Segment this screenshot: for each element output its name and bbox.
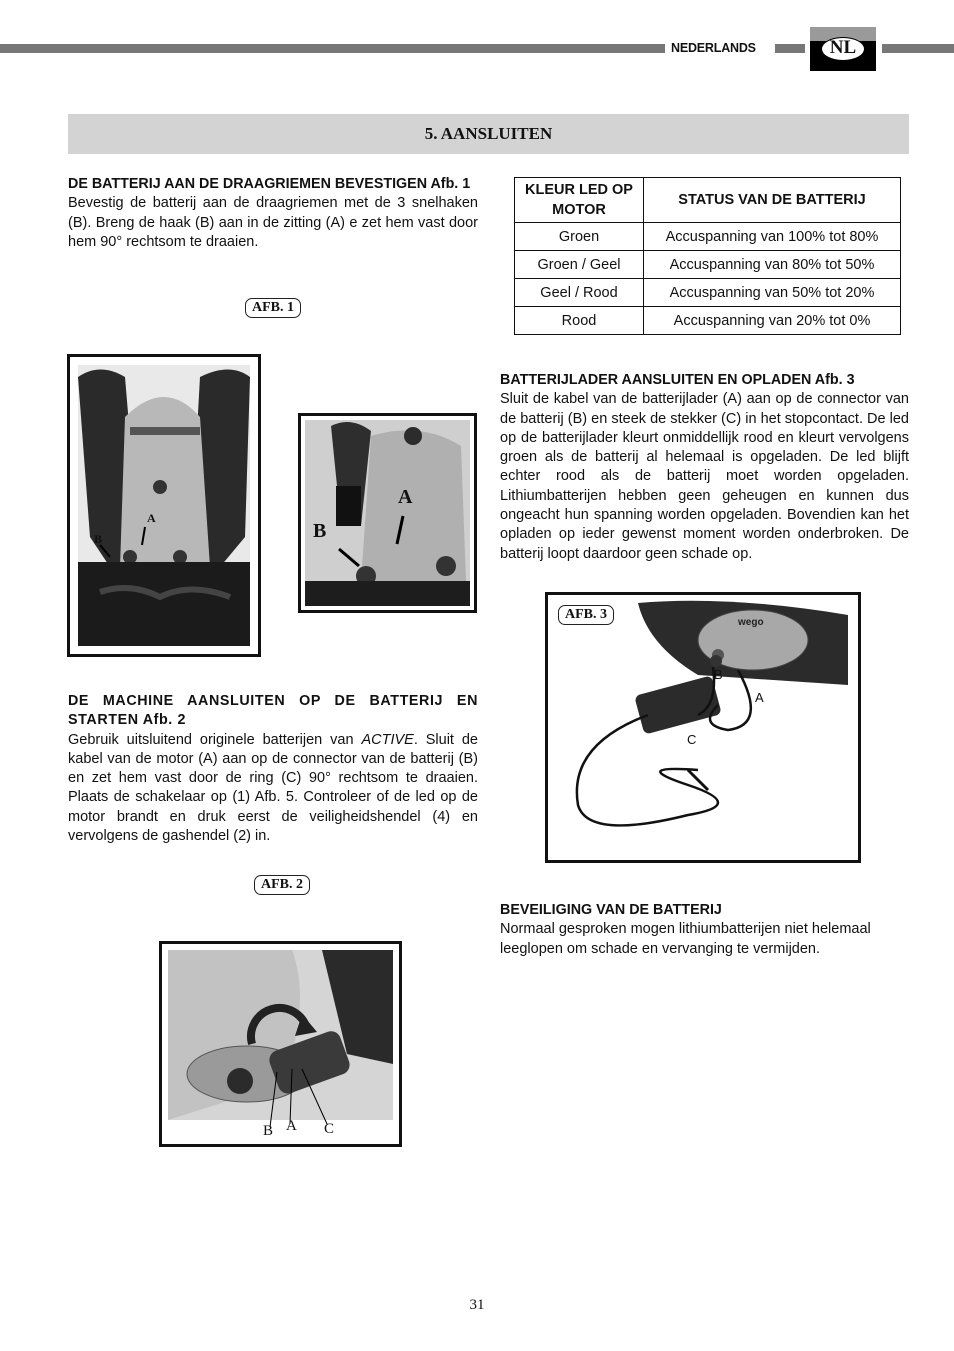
table-header-led: KLEUR LED OP MOTOR <box>515 178 644 223</box>
led-status-table <box>514 177 901 335</box>
machine-connect-heading: DE MACHINE AANSLUITEN OP DE BATTERIJ EN STARTEN Afb. 2 <box>68 693 478 729</box>
machine-connect-block <box>68 692 478 846</box>
charger-body: Sluit de kabel van de batterijlader (A) aan op de connector van de batterij (B) en steek de stekker (C) in het stopcontact. De led op de batterijlader kleurt onmiddellijk rood en kleurt vervolgens groen als de batterij al helemaal is opgeladen. De led blijft echter rood als de batterij moet worden opgeladen. Lithiumbatterijen hebben geen geheugen en kunnen dus ongeacht hun spanning worden opgeladen. Bovendien kan het opladen op ieder gewenst moment worden onderbroken. De batterij loopt daardoor geen schade op. <box>500 391 909 562</box>
afb1-label: AFB. 1 <box>245 298 301 318</box>
battery-protection-block <box>500 901 909 959</box>
figure-3-charger <box>545 592 861 863</box>
language-badge <box>810 27 876 71</box>
fig1-label-b-big: B <box>313 520 327 542</box>
charger-heading: BATTERIJLADER AANSLUITEN EN OPLADEN Afb. 3 <box>500 372 855 388</box>
table-header-row <box>515 178 901 223</box>
table-header-status: STATUS VAN DE BATTERIJ <box>644 178 901 223</box>
header-language: NEDERLANDS <box>671 41 756 55</box>
fig1-label-a-small: A <box>147 511 156 525</box>
table-cell-status: Accuspanning van 80% tot 50% <box>644 251 901 279</box>
afb3-label: AFB. 3 <box>558 605 614 625</box>
battery-attach-block <box>68 175 478 252</box>
table-cell-led: Geel / Rood <box>515 279 644 307</box>
table-row <box>515 251 901 279</box>
fig2-label-c: C <box>324 1121 335 1137</box>
svg-text:wego: wego <box>738 617 764 628</box>
section-title: 5. AANSLUITEN <box>68 114 909 154</box>
header-rule-right <box>882 44 954 53</box>
fig3-label-a: A <box>755 690 764 705</box>
figure-1-harness <box>67 354 261 657</box>
fig3-label-b: B <box>714 667 723 682</box>
brand-name: ACTIVE <box>361 731 414 748</box>
fig1-label-a-big: A <box>398 486 413 508</box>
page-number: 31 <box>469 1297 485 1313</box>
fig1-label-b-small: B <box>94 532 103 546</box>
table-cell-status: Accuspanning van 20% tot 0% <box>644 307 901 335</box>
battery-attach-heading: DE BATTERIJ AAN DE DRAAGRIEMEN BEVESTIGEN Afb. 1 <box>68 176 471 192</box>
table-cell-led: Groen / Geel <box>515 251 644 279</box>
charger-block <box>500 371 909 564</box>
figure-2-connector <box>159 941 402 1147</box>
battery-protection-heading: BEVEILIGING VAN DE BATTERIJ <box>500 902 722 918</box>
table-row <box>515 279 901 307</box>
table-cell-led: Rood <box>515 307 644 335</box>
table-cell-led: Groen <box>515 223 644 251</box>
afb2-label: AFB. 2 <box>254 875 310 895</box>
battery-attach-body: Bevestig de batterij aan de draagriemen met de 3 snelhaken (B). Breng de haak (B) aan in de zitting (A) e zet hem vast door hem 90° rechtsom te draaien. <box>68 195 478 250</box>
table-cell-status: Accuspanning van 50% tot 20% <box>644 279 901 307</box>
table-row <box>515 307 901 335</box>
table-cell-status: Accuspanning van 100% tot 80% <box>644 223 901 251</box>
header-rule-mid <box>775 44 805 53</box>
figure-1-detail <box>298 413 477 613</box>
fig2-label-a: A <box>286 1118 297 1134</box>
fig3-label-c: C <box>687 732 697 747</box>
table-row <box>515 223 901 251</box>
fig2-label-b: B <box>263 1123 274 1139</box>
machine-connect-body: Gebruik uitsluitend originele batterijen van ACTIVE. Sluit de kabel van de motor (A) aan op de connector van de batterij (B) en zet hem vast door de ring (C) 90° rechtsom te draaien. Plaats de schakelaar op (1) Afb. 5. Controleer of de led op de motor brandt en druk eerst de veiligheidshendel (4) en vervolgens de gashendel (2) in. <box>68 731 478 845</box>
header-rule-left <box>0 44 665 53</box>
battery-protection-body: Normaal gesproken mogen lithiumbatterijen niet helemaal leeglopen om schade en vervanging te vermijden. <box>500 921 871 957</box>
language-badge-label: NL <box>821 37 865 61</box>
